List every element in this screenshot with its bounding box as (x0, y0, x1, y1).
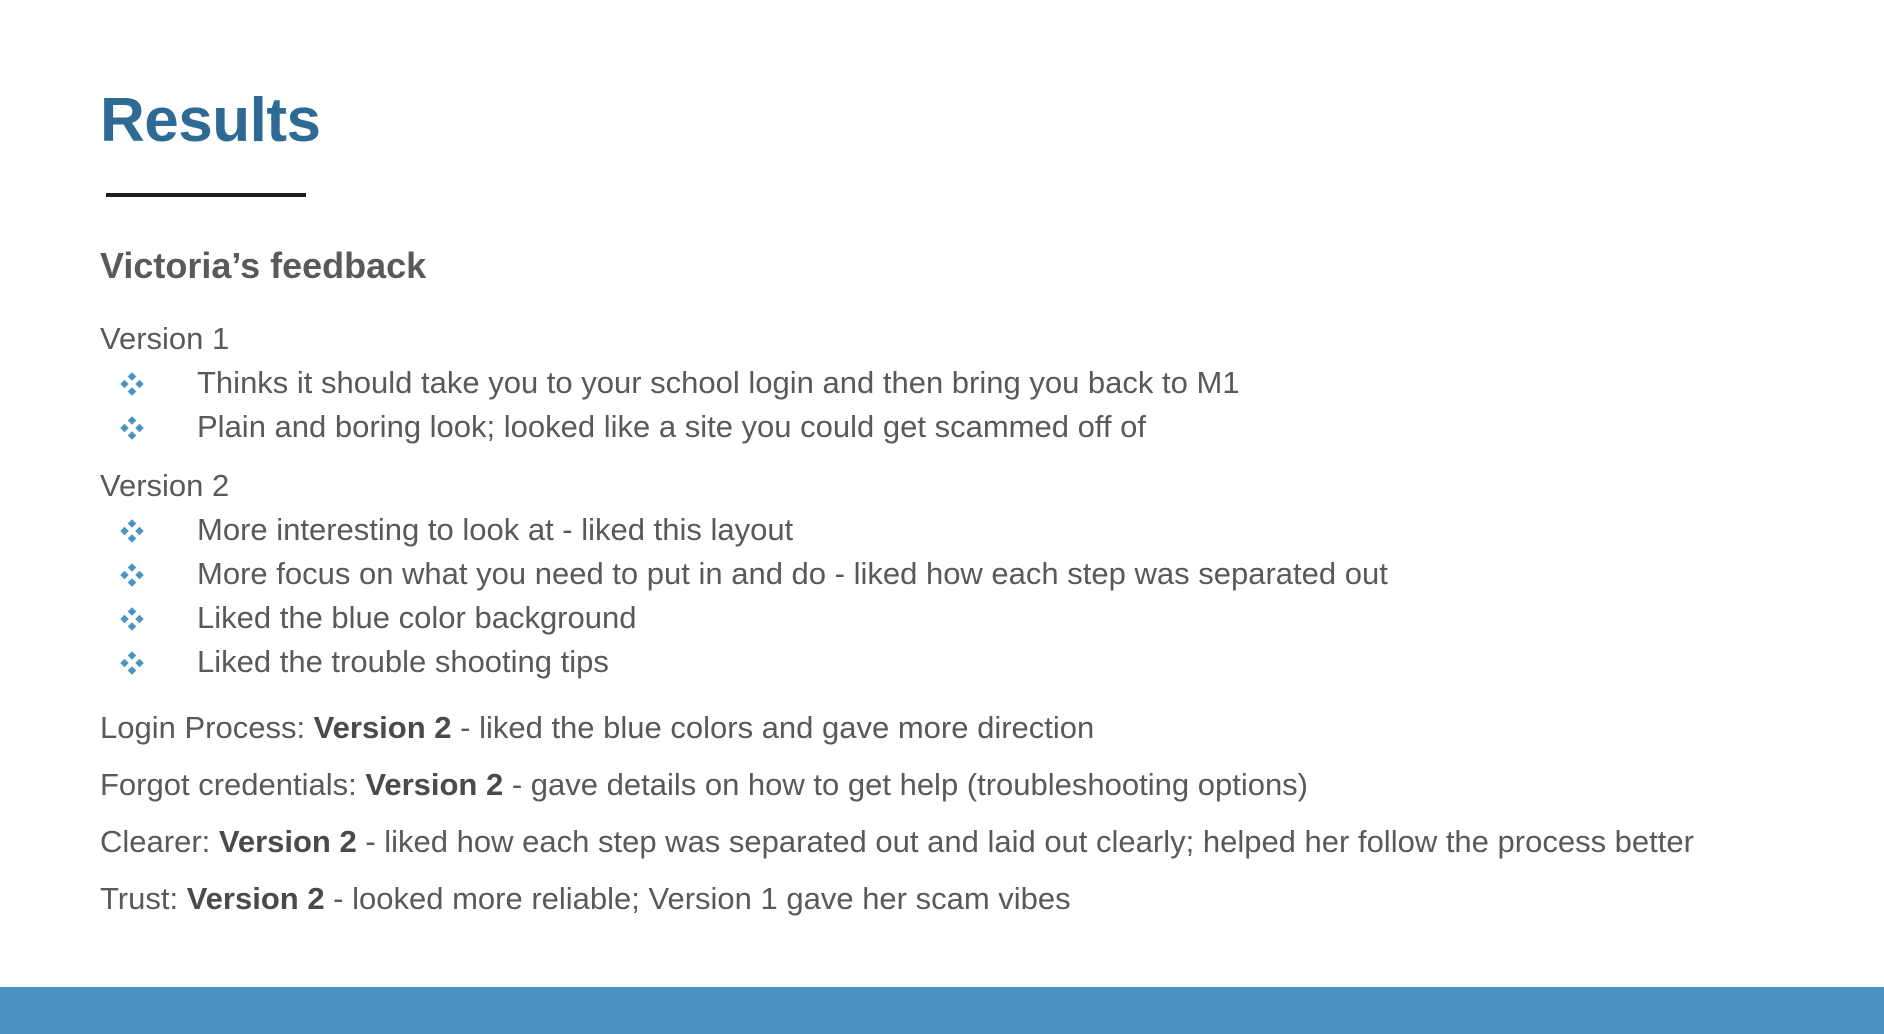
bullet-text: Thinks it should take you to your school login and then bring you back to M1 (197, 365, 1240, 400)
slide-content (100, 244, 1820, 927)
diamond-bullet-icon (120, 361, 148, 405)
bullet-item (100, 640, 1820, 684)
verdict-choice: Version 2 (365, 767, 504, 802)
diamond-bullet-icon (120, 596, 148, 640)
verdict-login-process (100, 699, 1820, 756)
bullet-list (100, 508, 1820, 684)
verdict-label: Login Process: (100, 710, 314, 745)
diamond-bullet-icon (120, 640, 148, 684)
version-label: Version 2 (100, 468, 230, 503)
bullet-item (100, 405, 1820, 449)
version-section (100, 464, 1820, 684)
bullet-list (100, 361, 1820, 449)
slide-subtitle: Victoria’s feedback (100, 245, 427, 286)
verdict-detail: - gave details on how to get help (troubleshooting options) (503, 767, 1309, 802)
verdict-label: Clearer: (100, 824, 219, 859)
version-label: Version 1 (100, 321, 230, 356)
slide-title: Results (100, 86, 321, 155)
verdict-choice: Version 2 (186, 881, 325, 916)
verdict-clearer (100, 813, 1820, 870)
verdict-label: Forgot credentials: (100, 767, 366, 802)
bullet-text: Plain and boring look; looked like a site you could get scammed off of (197, 409, 1146, 444)
verdict-forgot-credentials (100, 756, 1820, 813)
bullet-text: More focus on what you need to put in and do - liked how each step was separated out (197, 556, 1388, 591)
verdict-choice: Version 2 (218, 824, 357, 859)
bullet-item (100, 596, 1820, 640)
verdict-detail: - liked how each step was separated out and laid out clearly; helped her follow the process better (356, 824, 1694, 859)
verdict-choice: Version 2 (313, 710, 452, 745)
bullet-item (100, 552, 1820, 596)
bullet-item (100, 508, 1820, 552)
bullet-text: More interesting to look at - liked this layout (197, 512, 794, 547)
version-section (100, 317, 1820, 449)
verdict-list (100, 699, 1820, 927)
diamond-bullet-icon (120, 405, 148, 449)
verdict-detail: - liked the blue colors and gave more direction (451, 710, 1095, 745)
bullet-item (100, 361, 1820, 405)
verdict-label: Trust: (100, 881, 187, 916)
verdict-trust (100, 870, 1820, 927)
bullet-text: Liked the trouble shooting tips (197, 644, 609, 679)
footer-bar (0, 987, 1884, 1034)
verdict-detail: - looked more reliable; Version 1 gave her scam vibes (324, 881, 1071, 916)
bullet-text: Liked the blue color background (197, 600, 637, 635)
diamond-bullet-icon (120, 552, 148, 596)
title-underline (106, 193, 306, 197)
diamond-bullet-icon (120, 508, 148, 552)
